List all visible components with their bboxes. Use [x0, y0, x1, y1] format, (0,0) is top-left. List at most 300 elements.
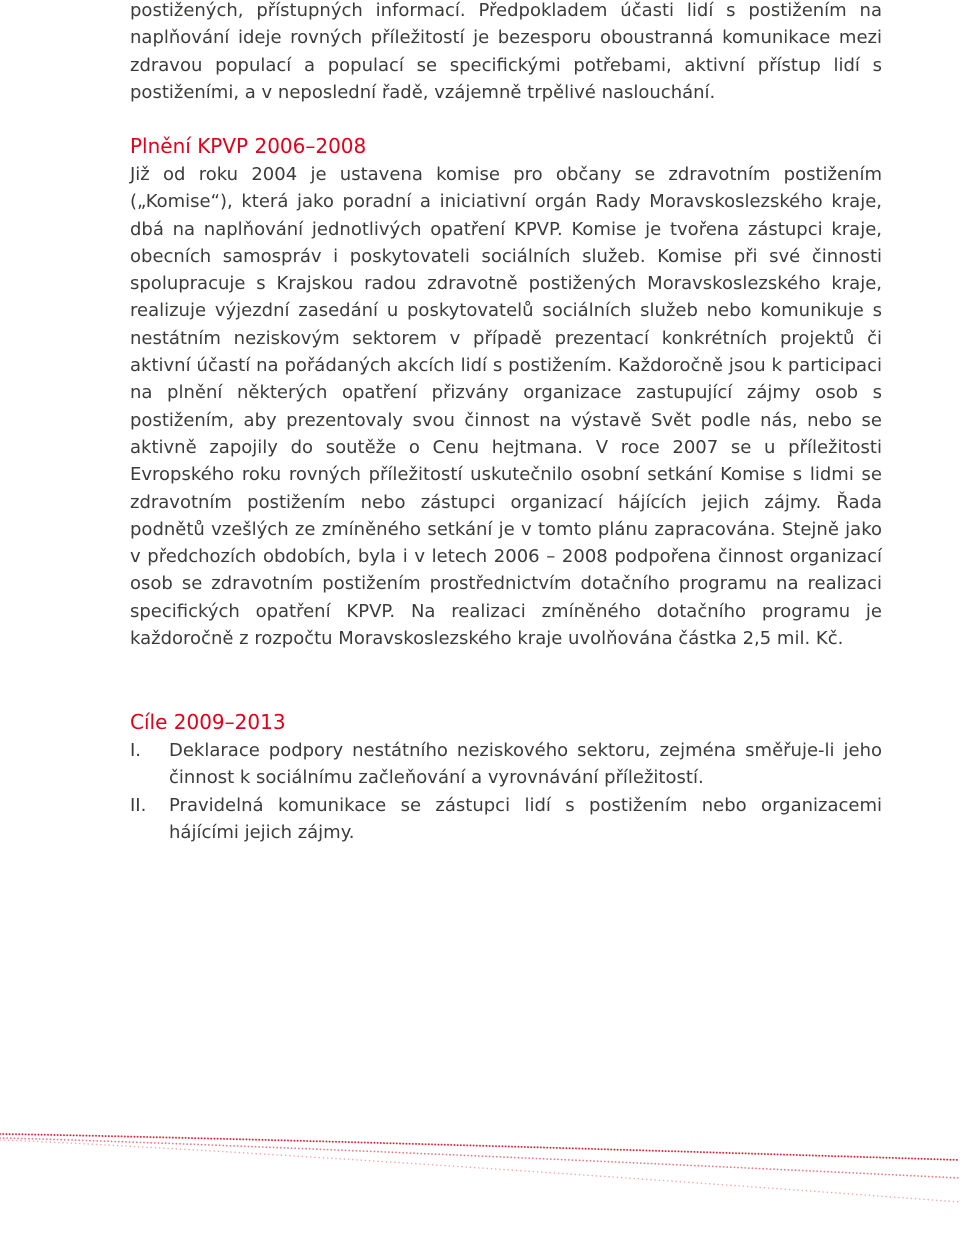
decorative-dot: [0, 1133, 1, 1135]
decorative-dot: [150, 1147, 152, 1149]
decorative-dot: [24, 1140, 26, 1142]
decorative-dot: [517, 1146, 519, 1148]
decorative-dot: [320, 1148, 322, 1150]
decorative-dot: [41, 1134, 43, 1136]
decorative-dot: [348, 1141, 350, 1143]
decorative-dot: [671, 1150, 673, 1152]
decorative-dot: [255, 1139, 257, 1141]
decorative-dot: [118, 1141, 120, 1143]
decorative-dot: [536, 1158, 538, 1160]
decorative-dot: [236, 1138, 238, 1140]
decorative-dot: [129, 1145, 131, 1147]
decorative-dot: [944, 1200, 946, 1202]
decorative-dot: [814, 1191, 816, 1193]
decorative-dot: [881, 1195, 883, 1197]
decorative-dot: [562, 1173, 564, 1175]
decorative-dot: [432, 1164, 434, 1166]
decorative-dot: [845, 1172, 847, 1174]
decorative-dot: [262, 1146, 264, 1148]
decorative-dot: [287, 1140, 289, 1142]
decorative-dot: [690, 1165, 692, 1167]
decorative-dot: [777, 1169, 779, 1171]
decorative-dot: [680, 1181, 682, 1183]
decorative-dot: [384, 1151, 386, 1153]
decorative-dot: [352, 1159, 354, 1161]
decorative-dot: [441, 1144, 443, 1146]
decorative-dot: [329, 1141, 331, 1143]
decorative-dot: [885, 1157, 887, 1159]
decorative-dot: [440, 1165, 442, 1167]
decorative-dot: [723, 1166, 725, 1168]
decorative-dot: [496, 1156, 498, 1158]
decorative-dot: [39, 1138, 41, 1140]
decorative-dot: [596, 1175, 598, 1177]
decorative-dot: [186, 1143, 188, 1145]
decorative-dot: [604, 1176, 606, 1178]
decorative-dot: [827, 1171, 829, 1173]
decorative-dot: [386, 1161, 388, 1163]
decorative-dot: [57, 1139, 59, 1141]
decorative-dot: [140, 1136, 142, 1138]
decorative-dot: [18, 1133, 20, 1135]
decorative-dot: [310, 1156, 312, 1158]
decorative-dot: [623, 1149, 625, 1151]
decorative-dot: [272, 1154, 274, 1156]
decorative-dot: [569, 1147, 571, 1149]
decorative-dot: [32, 1138, 34, 1140]
decorative-dot: [629, 1177, 631, 1179]
decorative-dot: [162, 1136, 164, 1138]
decorative-dot: [801, 1190, 803, 1192]
decorative-dot: [520, 1170, 522, 1172]
decorative-dot: [914, 1158, 916, 1160]
decorative-dot: [796, 1154, 798, 1156]
decorative-dot: [525, 1157, 527, 1159]
decorative-dot: [842, 1172, 844, 1174]
decorative-dot: [638, 1178, 640, 1180]
decorative-dot: [62, 1142, 64, 1144]
decorative-dot: [210, 1138, 212, 1140]
decorative-dot: [674, 1150, 676, 1152]
decorative-dot: [168, 1143, 170, 1145]
decorative-dot: [466, 1144, 468, 1146]
decorative-dot: [751, 1153, 753, 1155]
decorative-dot: [240, 1145, 242, 1147]
decorative-dot: [799, 1154, 801, 1156]
decorative-dot: [63, 1134, 65, 1136]
decorative-dot: [498, 1145, 500, 1147]
decorative-dot: [449, 1154, 451, 1156]
decorative-dot: [167, 1148, 169, 1150]
decorative-dot: [156, 1136, 158, 1138]
decorative-dot: [46, 1138, 48, 1140]
decorative-dot: [903, 1174, 905, 1176]
decorative-dot: [215, 1144, 217, 1146]
decorative-dot: [550, 1158, 552, 1160]
decorative-dot: [201, 1137, 203, 1139]
decorative-dot: [663, 1180, 665, 1182]
decorative-dot: [860, 1172, 862, 1174]
decorative-dot: [751, 1186, 753, 1188]
decorative-dot: [82, 1140, 84, 1142]
decorative-dot: [575, 1147, 577, 1149]
decorative-dot: [719, 1152, 721, 1154]
decorative-dot: [331, 1158, 333, 1160]
goal-text: Pravidelná komunikace se zástupci lidí s postižením nebo organizacemi hájícími jejich zájmy.: [169, 794, 882, 843]
decorative-dot: [930, 1158, 932, 1160]
decorative-dot: [54, 1142, 56, 1144]
decorative-dot: [815, 1155, 817, 1157]
decorative-dot: [87, 1143, 89, 1145]
decorative-dot: [249, 1139, 251, 1141]
decorative-dot: [688, 1182, 690, 1184]
decorative-dot: [507, 1169, 509, 1171]
decorative-dot: [568, 1159, 570, 1161]
decorative-dot: [915, 1198, 917, 1200]
decorative-dot: [514, 1146, 516, 1148]
decorative-dot: [612, 1176, 614, 1178]
decorative-dot: [905, 1157, 907, 1159]
decorative-dot: [85, 1135, 87, 1137]
decorative-dot: [356, 1159, 358, 1161]
decorative-dot: [818, 1191, 820, 1193]
decorative-dot: [949, 1159, 951, 1161]
decorative-dot: [741, 1167, 743, 1169]
decorative-dot: [565, 1147, 567, 1149]
decorative-dot: [581, 1148, 583, 1150]
decorative-dot: [764, 1187, 766, 1189]
decorative-dot: [617, 1177, 619, 1179]
decorative-dot: [791, 1169, 793, 1171]
decorative-dot: [460, 1144, 462, 1146]
decorative-dot: [743, 1185, 745, 1187]
decorative-dot: [873, 1195, 875, 1197]
decorative-dot: [876, 1156, 878, 1158]
decorative-dot: [402, 1162, 404, 1164]
decorative-dot: [654, 1179, 656, 1181]
decorative-dot: [260, 1153, 262, 1155]
decorative-dot: [127, 1136, 129, 1138]
decorative-dot: [492, 1145, 494, 1147]
decorative-dot: [639, 1149, 641, 1151]
decorative-dot: [314, 1156, 316, 1158]
decorative-dot: [25, 1133, 27, 1135]
decorative-dot: [608, 1176, 610, 1178]
decorative-dot: [194, 1144, 196, 1146]
decorative-dot: [500, 1156, 502, 1158]
decorative-dot: [812, 1155, 814, 1157]
decorative-dot: [68, 1139, 70, 1141]
decorative-dot: [105, 1135, 107, 1137]
decorative-dot: [828, 1155, 830, 1157]
decorative-dot: [816, 1170, 818, 1172]
decorative-dot: [428, 1164, 430, 1166]
decorative-dot: [869, 1195, 871, 1197]
decorative-dot: [545, 1172, 547, 1174]
decorative-dot: [204, 1137, 206, 1139]
decorative-dot: [659, 1180, 661, 1182]
decorative-dot: [117, 1135, 119, 1137]
decorative-dot: [446, 1154, 448, 1156]
decorative-dot: [734, 1167, 736, 1169]
decorative-dot: [243, 1152, 245, 1154]
decorative-dot: [706, 1151, 708, 1153]
decorative-dot: [809, 1170, 811, 1172]
decorative-dot: [697, 1151, 699, 1153]
decorative-dot: [658, 1150, 660, 1152]
decorative-dot: [383, 1142, 385, 1144]
decorative-dot: [821, 1155, 823, 1157]
decorative-dot: [171, 1148, 173, 1150]
decorative-dot: [932, 1199, 934, 1201]
decorative-dot: [921, 1158, 923, 1160]
decorative-dot: [179, 1143, 181, 1145]
decorative-dot: [341, 1149, 343, 1151]
decorative-dot: [273, 1147, 275, 1149]
decorative-dot: [713, 1152, 715, 1154]
decorative-dot: [532, 1157, 534, 1159]
decorative-dot: [620, 1149, 622, 1151]
decorative-dot: [539, 1158, 541, 1160]
decorative-dot: [407, 1162, 409, 1164]
decorative-dot: [9, 1133, 11, 1135]
decorative-dot: [305, 1148, 307, 1150]
decorative-dot: [741, 1152, 743, 1154]
decorative-dot: [114, 1141, 116, 1143]
decorative-dot: [316, 1148, 318, 1150]
decorative-dot: [298, 1148, 300, 1150]
decorative-dot: [12, 1140, 14, 1142]
decorative-dot: [662, 1163, 664, 1165]
decorative-dot: [957, 1201, 959, 1203]
decorative-dot: [725, 1152, 727, 1154]
decorative-dot: [213, 1138, 215, 1140]
decorative-dot: [143, 1136, 145, 1138]
decorative-dot: [694, 1165, 696, 1167]
decorative-dot: [460, 1154, 462, 1156]
decorative-dot: [546, 1158, 548, 1160]
decorative-dot: [625, 1177, 627, 1179]
decorative-dot: [335, 1141, 337, 1143]
decorative-dot: [940, 1200, 942, 1202]
decorative-dot: [489, 1145, 491, 1147]
decorative-dot: [437, 1144, 439, 1146]
decorative-dot: [806, 1170, 808, 1172]
decorative-dot: [244, 1145, 246, 1147]
decorative-dot: [149, 1136, 151, 1138]
decorative-dot: [234, 1152, 236, 1154]
decorative-dot: [230, 1145, 232, 1147]
decorative-dot: [367, 1142, 369, 1144]
decorative-dot: [562, 1147, 564, 1149]
decorative-dot: [762, 1168, 764, 1170]
decorative-dot: [121, 1135, 123, 1137]
decorative-dot: [302, 1156, 304, 1158]
decorative-dot: [629, 1162, 631, 1164]
decorative-dot: [146, 1136, 148, 1138]
decorative-dot: [841, 1155, 843, 1157]
decorative-dot: [537, 1171, 539, 1173]
decorative-dot: [524, 1146, 526, 1148]
decorative-dot: [21, 1133, 23, 1135]
decorative-dot: [165, 1142, 167, 1144]
decorative-dot: [549, 1147, 551, 1149]
decorative-dot: [184, 1149, 186, 1151]
decorative-dot: [165, 1137, 167, 1139]
decorative-dot: [226, 1138, 228, 1140]
decorative-dot: [705, 1165, 707, 1167]
decorative-dot: [910, 1175, 912, 1177]
decorative-dot: [121, 1145, 123, 1147]
decorative-dot: [629, 1149, 631, 1151]
decorative-dot: [636, 1149, 638, 1151]
decorative-dot: [852, 1172, 854, 1174]
decorative-dot: [158, 1142, 160, 1144]
decorative-dot: [879, 1157, 881, 1159]
decorative-dot: [10, 1137, 12, 1139]
decorative-dot: [867, 1173, 869, 1175]
decorative-dot: [849, 1172, 851, 1174]
decorative-dot: [837, 1155, 839, 1157]
decorative-dot: [914, 1175, 916, 1177]
decorative-dot: [419, 1163, 421, 1165]
decorative-dot: [178, 1137, 180, 1139]
decorative-dot: [226, 1151, 228, 1153]
decorative-dot: [857, 1156, 859, 1158]
decorative-dot: [266, 1146, 268, 1148]
decorative-dot: [793, 1189, 795, 1191]
decorative-dot: [114, 1135, 116, 1137]
decorative-dot: [948, 1200, 950, 1202]
decorative-dot: [730, 1185, 732, 1187]
decorative-dot: [44, 1134, 46, 1136]
decorative-dot: [888, 1174, 890, 1176]
decorative-dot: [495, 1145, 497, 1147]
decorative-dot: [705, 1183, 707, 1185]
decorative-dot: [561, 1159, 563, 1161]
decorative-dot: [146, 1146, 148, 1148]
decorative-dot: [885, 1196, 887, 1198]
decorative-dot: [134, 1146, 136, 1148]
decorative-dot: [719, 1166, 721, 1168]
decorative-dot: [471, 1155, 473, 1157]
intro-paragraph: postižených, přístupných informací. Předpokladem účasti lidí s postižením na naplňování ideje rovných příležitostí je bezesporu oboustranná komunikace mezi zdravou populací a populací se specifickými potřebami, aktivní přístup lidí s postiženími, a v neposlední řadě, vzájemně trpělivé naslouchání.: [130, 0, 882, 103]
decorative-dot: [233, 1138, 235, 1140]
decorative-dot: [528, 1157, 530, 1159]
decorative-dot: [802, 1170, 804, 1172]
decorative-dot: [338, 1141, 340, 1143]
decorative-dot: [732, 1152, 734, 1154]
decorative-dot: [161, 1142, 163, 1144]
decorative-dot: [159, 1136, 161, 1138]
decorative-dot: [594, 1148, 596, 1150]
decorative-dot: [863, 1173, 865, 1175]
decorative-dot: [226, 1145, 228, 1147]
decorative-dot: [636, 1162, 638, 1164]
decorative-dot: [35, 1138, 37, 1140]
decorative-dot: [169, 1137, 171, 1139]
decorative-dot: [919, 1198, 921, 1200]
decorative-dot: [107, 1140, 109, 1142]
decorative-dot: [600, 1175, 602, 1177]
decorative-dot: [797, 1189, 799, 1191]
decorative-dot: [322, 1140, 324, 1142]
decorative-dot: [50, 1138, 52, 1140]
decorative-dot: [248, 1146, 250, 1148]
decorative-dot: [853, 1156, 855, 1158]
decorative-dot: [844, 1155, 846, 1157]
decorative-dot: [413, 1152, 415, 1154]
decorative-dot: [377, 1160, 379, 1162]
decorative-dot: [860, 1156, 862, 1158]
decorative-dot: [395, 1152, 397, 1154]
decorative-dot: [776, 1188, 778, 1190]
section-paragraph-plneni: Již od roku 2004 je ustavena komise pro občany se zdravotním postižením („Komise“), která jako poradní a iniciativní orgán Rady Moravskoslezského kraje, dbá na naplňování jednotlivých opatření KPVP. Komise je tvořena zástupci kraje, obecních samospráv i poskytovateli sociálních služeb. Komise při své činnosti spolupracuje s Krajskou radou zdravotně postižených Moravskoslezského kraje, realizuje výjezdní zasedání u poskytovatelů sociálních služeb nebo komunikuje s nestátním neziskovým sektorem v případě prezentací konkrétních projektů či aktivní účastí na pořádaných akcích lidí s postižením. Každoročně jsou k participaci na plnění některých opatření přizvány organizace zastupující zájmy osob s postižením, aby prezentovaly svou činnost na výstavě Svět podle nás, nebo se aktivně zapojily do soutěže o Cenu hejtmana. V roce 2007 se u příležitosti Evropského roku rovných příležitostí uskutečnilo osobní setkání Komise s lidmi se zdravotním postižením nebo zástupci organizací hájících jejich zájmy. Řada podnětů vzešlých ze zmíněného setkání je v tomto plánu zapracována. Stejně jako v předchozích obdobích, byla i v letech 2006 – 2008 podpořena činnost organizací osob se zdravotním postižením prostřednictvím dotačního programu na realizaci specifických opatření KPVP. Na realizaci zmíněného dotačního programu je každoročně z rozpočtu Moravskoslezského kraje uvolňována částka 2,5 mil. Kč.: [130, 164, 882, 650]
decorative-dot: [489, 1156, 491, 1158]
decorative-dot: [583, 1174, 585, 1176]
decorative-dot: [521, 1146, 523, 1148]
decorative-dot: [136, 1141, 138, 1143]
decorative-dot: [761, 1153, 763, 1155]
decorative-dot: [338, 1149, 340, 1151]
decorative-dot: [640, 1162, 642, 1164]
decorative-dot: [341, 1141, 343, 1143]
decorative-dot: [642, 1149, 644, 1151]
decorative-dot: [12, 1133, 14, 1135]
decorative-dot: [163, 1147, 165, 1149]
decorative-dot: [312, 1148, 314, 1150]
decorative-dot: [363, 1150, 365, 1152]
decorative-dot: [399, 1152, 401, 1154]
decorative-dot: [289, 1155, 291, 1157]
decorative-dot: [780, 1154, 782, 1156]
decorative-dot: [738, 1185, 740, 1187]
decorative-dot: [499, 1169, 501, 1171]
decorative-dot: [827, 1192, 829, 1194]
decorative-dot: [402, 1152, 404, 1154]
decorative-dot: [591, 1148, 593, 1150]
decorative-dot: [137, 1136, 139, 1138]
decorative-dot: [197, 1137, 199, 1139]
decorative-dot: [239, 1152, 241, 1154]
decorative-dot: [130, 1136, 132, 1138]
decorative-dot: [354, 1141, 356, 1143]
decorative-dot: [251, 1146, 253, 1148]
decorative-dot: [687, 1151, 689, 1153]
decorative-dot: [770, 1153, 772, 1155]
decorative-dot: [495, 1168, 497, 1170]
decorative-dot: [417, 1153, 419, 1155]
decorative-dot: [423, 1163, 425, 1165]
decorative-dot: [345, 1141, 347, 1143]
decorative-dot: [245, 1138, 247, 1140]
decorative-dot: [386, 1142, 388, 1144]
decorative-dot: [29, 1140, 31, 1142]
decorative-dot: [530, 1146, 532, 1148]
decorative-dot: [677, 1150, 679, 1152]
decorative-dot: [159, 1147, 161, 1149]
section-heading-cile: Cíle 2009–2013: [130, 710, 286, 734]
decorative-dot: [252, 1139, 254, 1141]
decorative-dot: [457, 1166, 459, 1168]
decorative-dot: [825, 1155, 827, 1157]
decorative-dot: [415, 1143, 417, 1145]
decorative-dot: [377, 1151, 379, 1153]
decorative-dot: [132, 1141, 134, 1143]
decorative-dot: [339, 1158, 341, 1160]
decorative-dot: [647, 1163, 649, 1165]
decorative-dot: [183, 1143, 185, 1145]
